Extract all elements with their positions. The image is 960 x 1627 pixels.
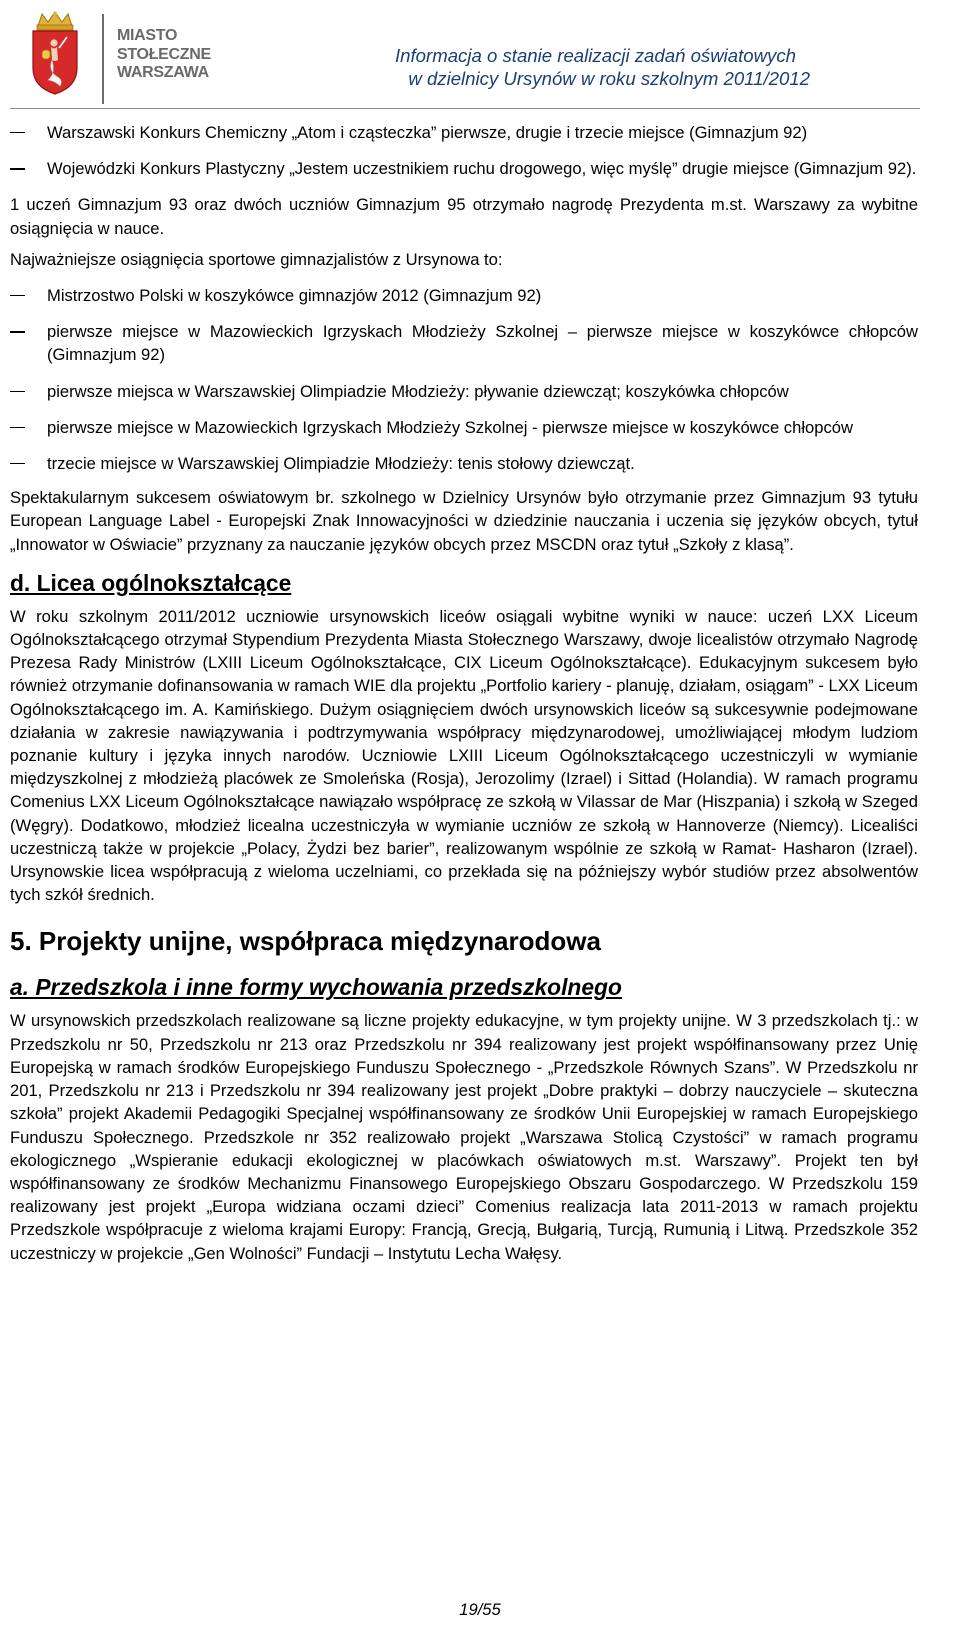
list-item: pierwsze miejsce w Mazowieckich Igrzyskach Młodzieży Szkolnej - pierwsze miejsce w koszykówce chłopców bbox=[10, 416, 918, 439]
report-title bbox=[395, 44, 810, 90]
page-content bbox=[10, 121, 918, 1265]
dash-bullet-icon bbox=[10, 132, 25, 133]
report-title-line-2: w dzielnicy Ursynów w roku szkolnym 2011/2012 bbox=[408, 68, 810, 89]
page-number: 19/55 bbox=[459, 1600, 501, 1619]
header-rule bbox=[10, 108, 920, 109]
dash-bullet-icon bbox=[10, 331, 25, 332]
report-title-line-1: Informacja o stanie realizacji zadań oświatowych bbox=[395, 45, 796, 66]
list-item: Warszawski Konkurs Chemiczny „Atom i cząsteczka” pierwsze, drugie i trzecie miejsce (Gimnazjum 92) bbox=[10, 121, 918, 144]
list-item: pierwsze miejsca w Warszawskiej Olimpiadzie Młodzieży: pływanie dziewcząt; koszykówka chłopców bbox=[10, 380, 918, 403]
list-item: Mistrzostwo Polski w koszykówce gimnazjów 2012 (Gimnazjum 92) bbox=[10, 284, 918, 307]
dash-bullet-icon bbox=[10, 295, 25, 296]
page-header bbox=[0, 0, 960, 112]
success-paragraph: Spektakularnym sukcesem oświatowym br. szkolnego w Dzielnicy Ursynów było otrzymanie przez Gimnazjum 93 tytułu European Language Label - Europejski Znak Innowacyjności w dziedzinie nauczania i uczenia się języków obcych, tytuł „Innowator w Oświacie” przyznany za nauczanie języków obcych przez MSCDN oraz tytuł „Szkoły z klasą”. bbox=[10, 488, 918, 554]
list-item: Wojewódzki Konkurs Plastyczny „Jestem uczestnikiem ruchu drogowego, więc myślę” drugie miejsce (Gimnazjum 92). bbox=[10, 157, 918, 180]
section-heading-projects: 5. Projekty unijne, współpraca międzynarodowa bbox=[10, 926, 601, 957]
city-logo-text bbox=[117, 27, 227, 83]
warsaw-mermaid-crest-icon bbox=[26, 10, 84, 96]
logo-line-3: WARSZAWA bbox=[117, 64, 209, 81]
section-heading-licea: d. Licea ogólnokształcące bbox=[10, 569, 292, 596]
award-paragraph: 1 uczeń Gimnazjum 93 oraz dwóch uczniów Gimnazjum 95 otrzymało nagrodę Prezydenta m.st. Warszawy za wybitne osiągnięcia w nauce. bbox=[10, 195, 918, 238]
preschools-paragraph: W ursynowskich przedszkolach realizowane są liczne projekty edukacyjne, w tym projekty unijne. W 3 przedszkolach tj.: w Przedszkolu nr 50, Przedszkolu nr 213 oraz Przedszkolu nr 394 realizowany jest projekt współfinansowany przez Unię Europejską w ramach środków Europejskiego Funduszu Społecznego - „Przedszkole Równych Szans”. W Przedszkolu nr 201, Przedszkolu nr 213 i Przedszkolu nr 394 realizowany jest projekt „Dobre praktyki – dobrzy nauczyciele – skuteczna szkoła” projekt Akademii Pedagogiki Specjalnej współfinansowany ze środków Unii Europejskiej w ramach Europejskiego Funduszu Społecznego. Przedszkole nr 352 realizowało projekt „Warszawa Stolicą Czystości” w ramach programu ekologicznego „Wspieranie edukacji ekologicznej w placówkach oświatowych m.st. Warszawy”. Projekt ten był współfinansowany ze środków Mechanizmu Finansowego Europejskiego Obszaru Gospodarczego. W Przedszkolu 159 realizowany jest projekt „Europa widziana oczami dzieci” Comenius realizacja lata 2011-2013 w ramach projektu Przedszkole współpracuje z wieloma krajami Europy: Francją, Grecją, Bułgarią, Turcją, Rumunią i Litwą. Przedszkole 352 uczestniczy w projekcie „Gen Wolności” Fundacji – Instytutu Lecha Wałęsy. bbox=[10, 1011, 918, 1263]
dash-bullet-icon bbox=[10, 391, 25, 392]
section-heading-preschools: a. Przedszkola i inne formy wychowania przedszkolnego bbox=[10, 974, 622, 1001]
dash-bullet-icon bbox=[10, 463, 25, 464]
logo-line-1: MIASTO bbox=[117, 27, 178, 44]
header-divider bbox=[102, 14, 104, 104]
dash-bullet-icon bbox=[10, 168, 25, 169]
licea-paragraph: W roku szkolnym 2011/2012 uczniowie ursynowskich liceów osiągali wybitne wyniki w nauce: uczeń LXX Liceum Ogólnokształcącego otrzymał Stypendium Prezydenta Miasta Stołecznego Warszawy, dwoje licealistów otrzymało Nagrodę Prezesa Rady Ministrów (LXIII Liceum Ogólnokształcące, CIX Liceum Ogólnokształcące). Edukacyjnym sukcesem było również otrzymanie dofinansowania w ramach WIE dla projektu „Portfolio kariery - planuję, działam, osiągam” - LXX Liceum Ogólnokształcącego im. A. Kamińskiego. Dużym osiągnięciem dwóch ursynowskich liceów są sukcesywnie podejmowane działania w zakresie nawiązywania i podtrzymywania współpracy międzynarodowej, umożliwiającej młodym ludziom poznanie kultury i języka innych narodów. Uczniowie LXIII Liceum Ogólnokształcącego uczestniczyli w wymianie międzyszkolnej z młodzieżą placówek ze Smoleńska (Rosja), Jerozolimy (Izrael) i Sittad (Holandia). W ramach programu Comenius LXX Liceum Ogólnokształcące nawiązało współpracę ze szkołą w Vilassar de Mar (Hiszpania) i szkołą w Szeged (Węgry). Dodatkowo, młodzież licealna uczestniczyła w wymianie uczniów ze szkołą w Hannoverze (Niemcy). Licealiści uczestniczą także w projekcie „Polacy, Żydzi bez barier”, realizowanym wspólnie ze szkołą w Ramat- Hasharon (Izrael). Ursynowskie licea współpracują z wieloma uczelniami, co przekłada się na późniejszy wybór studiów przez absolwentów tych szkół średnich. bbox=[10, 606, 918, 905]
list-item: trzecie miejsce w Warszawskiej Olimpiadzie Młodzieży: tenis stołowy dziewcząt. bbox=[10, 452, 918, 475]
list-item: pierwsze miejsce w Mazowieckich Igrzyskach Młodzieży Szkolnej – pierwsze miejsce w koszykówce chłopców (Gimnazjum 92) bbox=[10, 320, 918, 366]
dash-bullet-icon bbox=[10, 427, 25, 428]
logo-line-2: STOŁECZNE bbox=[117, 45, 211, 63]
sports-intro: Najważniejsze osiągnięcia sportowe gimnazjalistów z Ursynowa to: bbox=[10, 249, 503, 269]
